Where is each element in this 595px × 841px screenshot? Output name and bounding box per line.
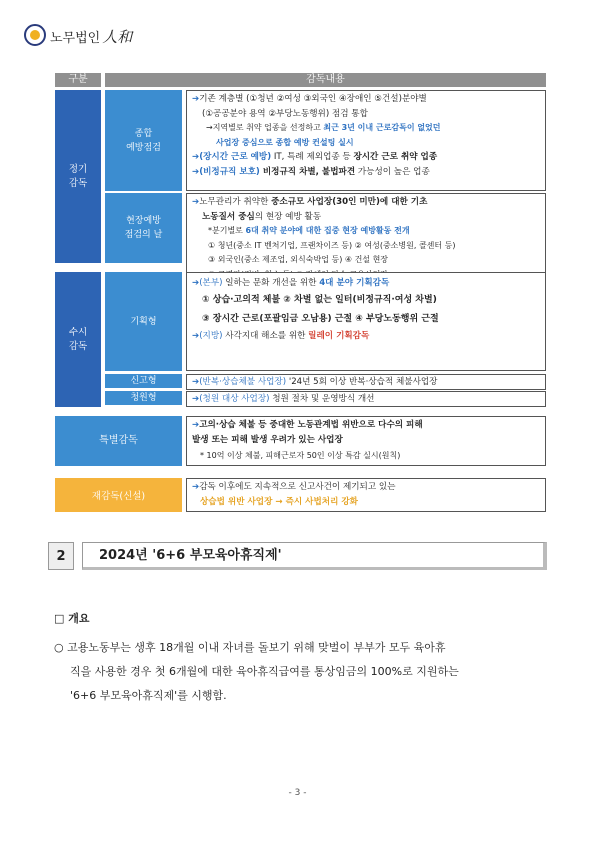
overview-paragraph: [54, 636, 554, 708]
reinspect-line-2: 상습법 위반 사업장 → 즉시 사법처리 강화: [200, 497, 358, 507]
comp-line-1: ➔기존 계층별 (①청년 ②여성 ③외국인 ④장애인 ⑤건설)분야별: [192, 94, 427, 104]
report-type-desc: '24년 5회 이상 반복·상습적 체불사업장: [286, 377, 438, 387]
petition-type-target: (청원 대상 사업장): [199, 394, 270, 404]
comp-line-4: 사업장 중심으로 종합 예방 컨설팅 실시: [216, 137, 354, 147]
reinspect-line-1: ➔감독 이후에도 지속적으로 신고사건이 제기되고 있는: [192, 482, 396, 492]
comprehensive-check-content: [186, 90, 546, 191]
occasional-inspection-label: 수시 감독: [55, 272, 101, 407]
plan-line-4: ➔(지방) 사각지대 해소를 위한 릴레이 기획감독: [192, 330, 370, 341]
overview-line-2: 직을 사용한 경우 첫 6개월에 대한 육아휴직급여를 통상임금의 100%로 지원하는: [70, 665, 459, 678]
reinspection-content: [186, 478, 546, 512]
section-number: 2: [48, 542, 74, 570]
special-inspection-label: 특별감독: [55, 416, 182, 466]
site-line-5: ③ 외국인(중소 제조업, 외식숙박업 등) ④ 건설 현장: [208, 255, 389, 264]
site-line-3: *분기별로 6대 취약 분야에 대한 집중 현장 예방활동 전개: [208, 226, 410, 235]
table-header-category: 구분: [55, 73, 101, 87]
brand-text: 노무법인: [50, 31, 101, 46]
special-inspection-content: [186, 416, 546, 466]
reinspection-label: 재감독(신설): [55, 478, 182, 512]
brand-hanja: 人和: [102, 28, 133, 46]
report-type-content: ➔(반복·상습체불 사업장) '24년 5회 이상 반복·상습적 체불사업장: [186, 374, 546, 390]
site-line-1: ➔노무관리가 취약한 중소규모 사업장(30인 미만)에 대한 기초: [192, 197, 428, 207]
overview-line-3: '6+6 부모육아휴직제'를 시행함.: [70, 689, 227, 702]
site-prevention-day-label: 현장예방 점검의 날: [105, 193, 182, 263]
table-header-content: 감독내용: [105, 73, 546, 87]
regular-inspection-label: 정기 감독: [55, 90, 101, 263]
special-line-2: 발생 또는 피해 발생 우려가 있는 사업장: [192, 435, 343, 445]
special-line-1: ➔고의·상습 체불 등 중대한 노동관계법 위반으로 다수의 피해: [192, 420, 423, 430]
comprehensive-check-label: 종합 예방점검: [105, 90, 182, 191]
report-type-label: 신고형: [105, 374, 182, 388]
plan-line-2: ① 상습·고의적 체불 ② 차별 없는 일터(비정규직·여성 차별): [202, 294, 437, 305]
special-line-3: * 10억 이상 체불, 피해근로자 50인 이상 특감 실시(원칙): [200, 451, 401, 460]
comp-line-6: ➔(비정규직 보호) 비정규직 차별, 불법파견 가능성이 높은 업종: [192, 166, 430, 177]
section-title: 2024년 '6+6 부모육아휴직제': [82, 542, 547, 570]
plan-line-3: ③ 장시간 근로(포괄임금 오남용) 근절 ④ 부당노동행위 근절: [202, 313, 439, 324]
comp-line-2: (①공공분야 용역 ②부당노동행위) 점검 통합: [202, 108, 368, 119]
petition-type-label: 청원형: [105, 391, 182, 405]
brand-name: [50, 26, 132, 47]
petition-type-desc: 청원 절차 및 운영방식 개선: [269, 394, 375, 404]
overview-heading: □ 개요: [54, 612, 90, 625]
page-number: - 3 -: [288, 788, 307, 798]
comp-line-5: ➔(장시간 근로 예방) IT, 특례 제외업종 등 장시간 근로 취약 업종: [192, 152, 438, 162]
petition-type-content: ➔(청원 대상 사업장) 청원 절차 및 운영방식 개선: [186, 391, 546, 407]
company-logo: [24, 24, 46, 46]
site-line-2: 노동질서 중심의 현장 예방 활동: [202, 211, 322, 222]
overview-line-1: ○ 고용노동부는 생후 18개월 이내 자녀를 돌보기 위해 맞벌이 부부가 모두 육아휴: [54, 641, 446, 654]
site-line-4: ① 청년(중소 IT 벤처기업, 프랜차이즈 등) ② 여성(중소병원, 콜센터 등): [208, 240, 456, 250]
report-type-target: (반복·상습체불 사업장): [199, 377, 287, 387]
planned-type-content: [186, 272, 546, 371]
comp-line-3: →지역별로 취약 업종을 선정하고 최근 3년 이내 근로감독이 없었던: [206, 123, 441, 132]
plan-line-1: ➔(본부) 일하는 문화 개선을 위한 4대 분야 기획감독: [192, 278, 390, 288]
planned-type-label: 기획형: [105, 272, 182, 371]
